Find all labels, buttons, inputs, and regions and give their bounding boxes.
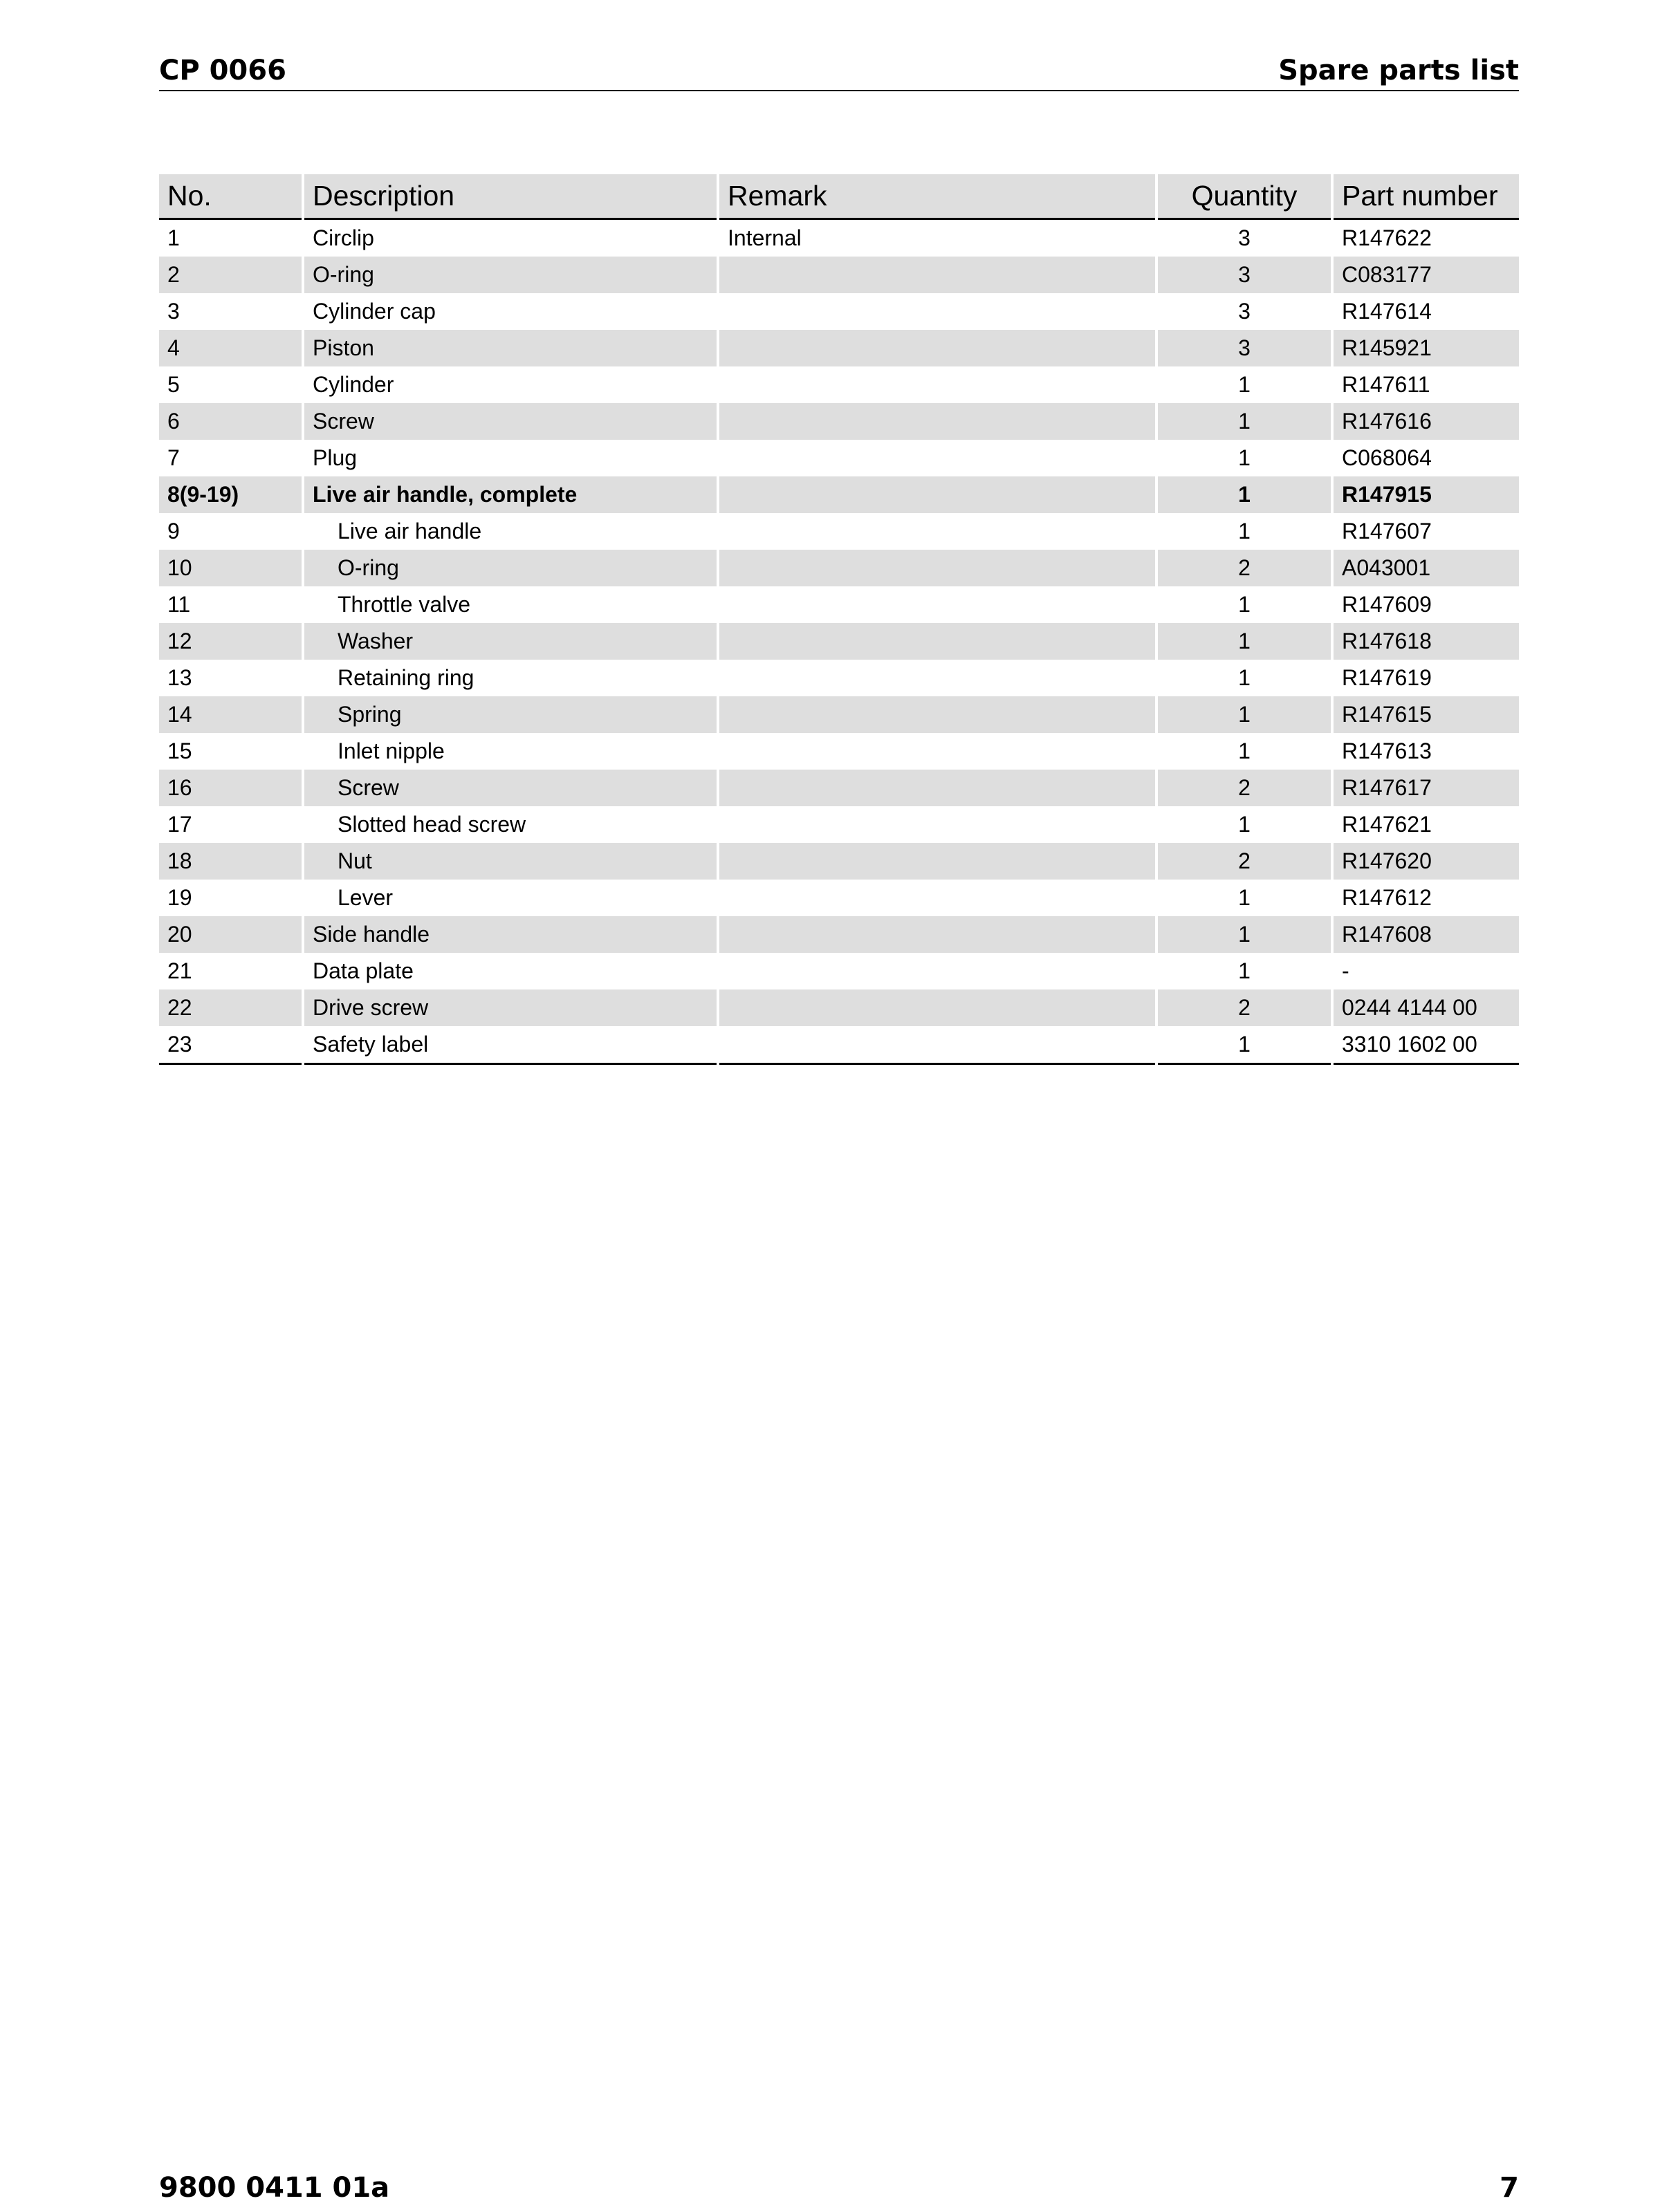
cell-remark — [718, 916, 1156, 953]
cell-description: Screw — [303, 770, 718, 806]
cell-no: 4 — [159, 330, 303, 366]
cell-quantity: 1 — [1156, 476, 1332, 513]
cell-part-number: R147619 — [1332, 660, 1519, 696]
table-row — [159, 366, 1519, 403]
cell-remark — [718, 880, 1156, 916]
cell-part-number: R147915 — [1332, 476, 1519, 513]
column-header-no: No. — [159, 174, 303, 219]
cell-description: Circlip — [303, 219, 718, 257]
cell-no: 15 — [167, 738, 192, 763]
cell-quantity: 1 — [1156, 806, 1332, 843]
cell-remark — [718, 843, 1156, 880]
table-row — [159, 770, 1519, 806]
table-row — [159, 476, 1519, 513]
table-row — [159, 586, 1519, 623]
cell-no: 7 — [167, 445, 180, 470]
cell-part-number: R147618 — [1332, 623, 1519, 660]
table-row — [159, 403, 1519, 440]
cell-no: 16 — [159, 770, 303, 806]
table-body — [159, 219, 1519, 1064]
column-header-description: Description — [303, 174, 718, 219]
page-footer — [159, 2171, 1519, 2206]
cell-quantity: 1 — [1156, 880, 1332, 916]
cell-remark — [718, 953, 1156, 989]
cell-remark — [718, 550, 1156, 586]
cell-quantity: 1 — [1156, 440, 1332, 476]
column-header-part-number: Part number — [1332, 174, 1519, 219]
table-row — [159, 440, 1519, 476]
cell-remark — [718, 293, 1156, 330]
cell-description: Safety label — [303, 1026, 718, 1064]
cell-part-number: C068064 — [1332, 440, 1519, 476]
cell-part-number: R147608 — [1332, 916, 1519, 953]
cell-no: 22 — [159, 989, 303, 1026]
cell-no: 17 — [167, 812, 192, 837]
cell-remark — [718, 440, 1156, 476]
cell-description: O-ring — [303, 550, 718, 586]
cell-quantity: 2 — [1156, 989, 1332, 1026]
column-header-quantity: Quantity — [1156, 174, 1332, 219]
cell-part-number: R147622 — [1332, 219, 1519, 257]
table-row — [159, 513, 1519, 550]
cell-no: 9 — [167, 519, 180, 543]
cell-remark — [718, 257, 1156, 293]
cell-no: 5 — [167, 372, 180, 397]
cell-quantity: 1 — [1156, 366, 1332, 403]
cell-remark — [718, 513, 1156, 550]
table-row — [159, 733, 1519, 770]
cell-quantity: 1 — [1156, 660, 1332, 696]
cell-quantity: 3 — [1156, 219, 1332, 257]
cell-no: 14 — [159, 696, 303, 733]
table-header-row — [159, 174, 1519, 219]
cell-no: 10 — [159, 550, 303, 586]
cell-remark — [718, 660, 1156, 696]
cell-quantity: 2 — [1156, 550, 1332, 586]
cell-description: Retaining ring — [303, 660, 718, 696]
cell-no: 3 — [167, 299, 180, 324]
cell-description: Screw — [303, 403, 718, 440]
cell-part-number: R147615 — [1332, 696, 1519, 733]
table-row — [159, 953, 1519, 989]
cell-description: Spring — [303, 696, 718, 733]
table-row — [159, 660, 1519, 696]
cell-no: 19 — [167, 885, 192, 910]
table-row — [159, 806, 1519, 843]
document-number: 9800 0411 01a — [159, 2172, 390, 2204]
table-row — [159, 916, 1519, 953]
cell-part-number: R147607 — [1332, 513, 1519, 550]
cell-remark — [718, 733, 1156, 770]
cell-quantity: 1 — [1156, 513, 1332, 550]
cell-description: Plug — [303, 440, 718, 476]
cell-part-number: R147620 — [1332, 843, 1519, 880]
cell-description: Cylinder cap — [303, 293, 718, 330]
document-title: Spare parts list — [1278, 55, 1519, 86]
cell-no: 23 — [167, 1032, 192, 1057]
cell-remark — [718, 770, 1156, 806]
cell-no: 20 — [159, 916, 303, 953]
cell-part-number: R145921 — [1332, 330, 1519, 366]
cell-description: Piston — [303, 330, 718, 366]
cell-description: Live air handle — [303, 513, 718, 550]
cell-quantity: 1 — [1156, 403, 1332, 440]
cell-quantity: 2 — [1156, 843, 1332, 880]
page-header — [159, 50, 1519, 91]
cell-no: 21 — [167, 958, 192, 983]
cell-no: 1 — [167, 225, 180, 250]
cell-no: 12 — [159, 623, 303, 660]
cell-no: 2 — [159, 257, 303, 293]
cell-description: Throttle valve — [303, 586, 718, 623]
cell-no: 13 — [167, 665, 192, 690]
column-header-remark: Remark — [718, 174, 1156, 219]
table-row — [159, 219, 1519, 257]
cell-quantity: 1 — [1156, 953, 1332, 989]
cell-part-number: 3310 1602 00 — [1332, 1026, 1519, 1064]
cell-part-number: R147616 — [1332, 403, 1519, 440]
cell-part-number: R147611 — [1332, 366, 1519, 403]
cell-remark — [718, 366, 1156, 403]
table-row — [159, 293, 1519, 330]
cell-remark — [718, 696, 1156, 733]
cell-description: Lever — [303, 880, 718, 916]
cell-description: Nut — [303, 843, 718, 880]
spare-parts-table — [159, 174, 1519, 1065]
cell-quantity: 1 — [1156, 916, 1332, 953]
cell-quantity: 3 — [1156, 293, 1332, 330]
cell-no: 6 — [159, 403, 303, 440]
cell-remark — [718, 586, 1156, 623]
cell-part-number: R147614 — [1332, 293, 1519, 330]
cell-part-number: R147617 — [1332, 770, 1519, 806]
cell-remark — [718, 476, 1156, 513]
cell-remark — [718, 623, 1156, 660]
cell-part-number: R147612 — [1332, 880, 1519, 916]
cell-remark — [718, 403, 1156, 440]
cell-quantity: 1 — [1156, 733, 1332, 770]
table-row — [159, 1026, 1519, 1064]
cell-part-number: - — [1332, 953, 1519, 989]
document-code: CP 0066 — [159, 55, 286, 86]
cell-remark — [718, 806, 1156, 843]
cell-remark — [718, 330, 1156, 366]
cell-no: 8(9-19) — [159, 476, 303, 513]
cell-description: Slotted head screw — [303, 806, 718, 843]
table-row — [159, 257, 1519, 293]
cell-remark — [718, 1026, 1156, 1064]
cell-quantity: 1 — [1156, 586, 1332, 623]
table-row — [159, 989, 1519, 1026]
cell-description: O-ring — [303, 257, 718, 293]
cell-description: Inlet nipple — [303, 733, 718, 770]
cell-description: Side handle — [303, 916, 718, 953]
cell-description: Data plate — [303, 953, 718, 989]
cell-description: Washer — [303, 623, 718, 660]
cell-part-number: C083177 — [1332, 257, 1519, 293]
cell-part-number: 0244 4144 00 — [1332, 989, 1519, 1026]
cell-quantity: 2 — [1156, 770, 1332, 806]
cell-remark: Internal — [718, 219, 1156, 257]
table-row — [159, 550, 1519, 586]
table-row — [159, 696, 1519, 733]
cell-no: 11 — [167, 592, 191, 617]
table-row — [159, 880, 1519, 916]
cell-no: 18 — [159, 843, 303, 880]
cell-quantity: 1 — [1156, 1026, 1332, 1064]
table-row — [159, 843, 1519, 880]
table-row — [159, 330, 1519, 366]
cell-part-number: R147613 — [1332, 733, 1519, 770]
cell-description: Cylinder — [303, 366, 718, 403]
cell-part-number: R147621 — [1332, 806, 1519, 843]
cell-part-number: A043001 — [1332, 550, 1519, 586]
table-row — [159, 623, 1519, 660]
cell-quantity: 1 — [1156, 623, 1332, 660]
cell-quantity: 3 — [1156, 257, 1332, 293]
cell-description: Live air handle, complete — [303, 476, 718, 513]
cell-remark — [718, 989, 1156, 1026]
cell-quantity: 3 — [1156, 330, 1332, 366]
cell-description: Drive screw — [303, 989, 718, 1026]
cell-part-number: R147609 — [1332, 586, 1519, 623]
page-number: 7 — [1500, 2172, 1519, 2204]
cell-quantity: 1 — [1156, 696, 1332, 733]
